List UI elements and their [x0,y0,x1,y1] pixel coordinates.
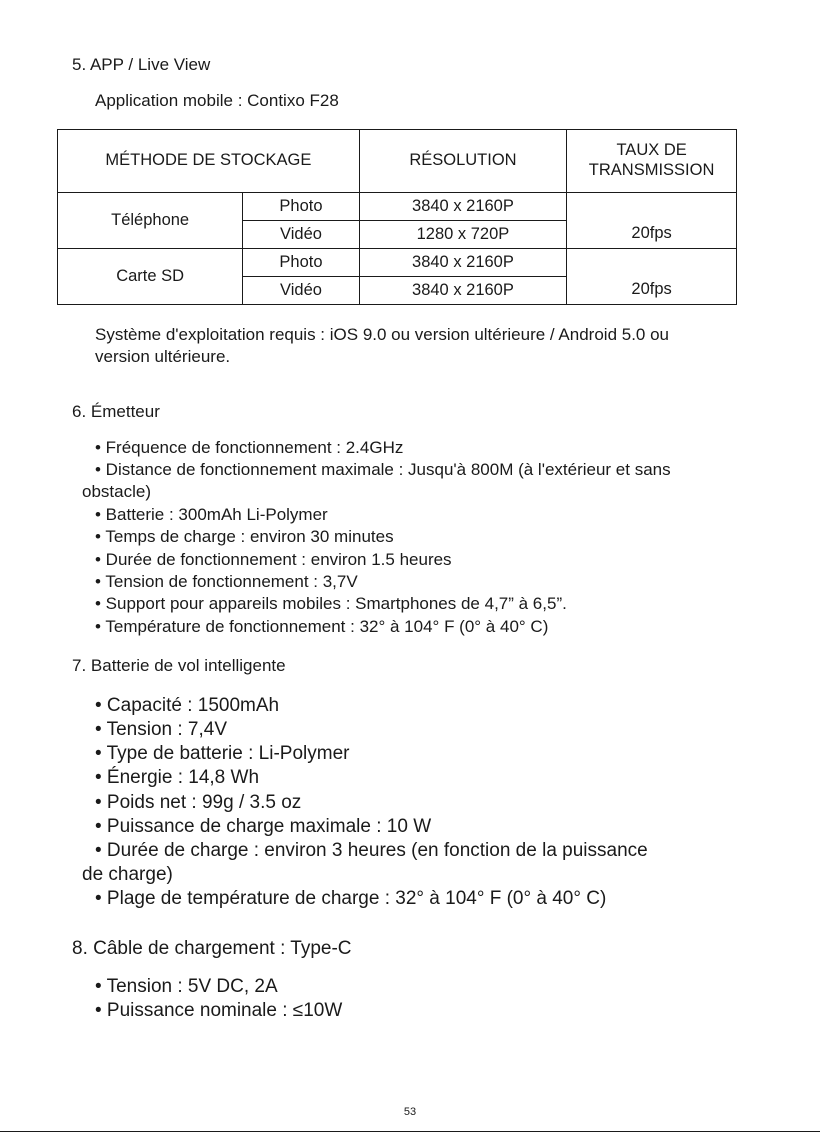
rate-cell: 20fps [567,221,737,249]
list-item: • Temps de charge : environ 30 minutes [95,527,394,546]
list-item: • Support pour appareils mobiles : Smartphones de 4,7” à 6,5”. [95,594,567,613]
list-item: • Poids net : 99g / 3.5 oz [95,792,302,813]
footer-divider [0,1131,820,1132]
spec-table [57,129,737,305]
section-5-heading: 5. APP / Live View [72,55,211,74]
resolution-cell: 3840 x 2160P [359,193,567,221]
rate-cell [567,193,737,221]
page-number: 53 [403,1106,417,1118]
rate-cell: 20fps [567,277,737,305]
list-item: • Fréquence de fonctionnement : 2.4GHz [95,438,404,457]
os-requirement-line-2: version ultérieure. [95,347,231,366]
group-cell-phone: Téléphone [58,193,243,249]
list-item-continuation: de charge) [82,864,173,885]
table-row [58,249,737,277]
header-resolution: RÉSOLUTION [359,130,567,193]
table-header-row [58,130,737,193]
section-7-heading: 7. Batterie de vol intelligente [72,656,286,675]
header-rate [567,130,737,193]
section-6-heading: 6. Émetteur [72,402,160,421]
list-item: • Durée de charge : environ 3 heures (en fonction de la puissance [95,840,648,861]
header-rate-text: TAUX DE TRANSMISSION [588,141,715,179]
header-storage: MÉTHODE DE STOCKAGE [58,130,360,193]
list-item: • Tension de fonctionnement : 3,7V [95,572,358,591]
list-item: • Plage de température de charge : 32° à 104° F (0° à 40° C) [95,888,607,909]
type-cell: Vidéo [243,221,359,249]
list-item: • Tension : 7,4V [95,719,227,740]
list-item: • Durée de fonctionnement : environ 1.5 heures [95,550,452,569]
list-item: • Puissance de charge maximale : 10 W [95,816,432,837]
list-item: • Température de fonctionnement : 32° à 104° F (0° à 40° C) [95,617,549,636]
type-cell: Vidéo [243,277,359,305]
list-item: • Batterie : 300mAh Li-Polymer [95,505,328,524]
list-item: • Puissance nominale : ≤10W [95,1000,343,1021]
os-requirement-line-1: Système d'exploitation requis : iOS 9.0 ou version ultérieure / Android 5.0 ou [95,325,670,344]
section-8-heading: 8. Câble de chargement : Type-C [72,938,352,959]
resolution-cell: 3840 x 2160P [359,249,567,277]
list-item: • Énergie : 14,8 Wh [95,767,260,788]
list-item: • Distance de fonctionnement maximale : Jusqu'à 800M (à l'extérieur et sans [95,460,671,479]
list-item: • Capacité : 1500mAh [95,695,280,716]
group-cell-sd: Carte SD [58,249,243,305]
app-name-line: Application mobile : Contixo F28 [95,91,339,110]
type-cell: Photo [243,249,359,277]
list-item: • Type de batterie : Li-Polymer [95,743,350,764]
list-item-continuation: obstacle) [82,482,151,501]
resolution-cell: 3840 x 2160P [359,277,567,305]
resolution-cell: 1280 x 720P [359,221,567,249]
type-cell: Photo [243,193,359,221]
list-item: • Tension : 5V DC, 2A [95,976,278,997]
rate-cell [567,249,737,277]
table-row [58,193,737,221]
